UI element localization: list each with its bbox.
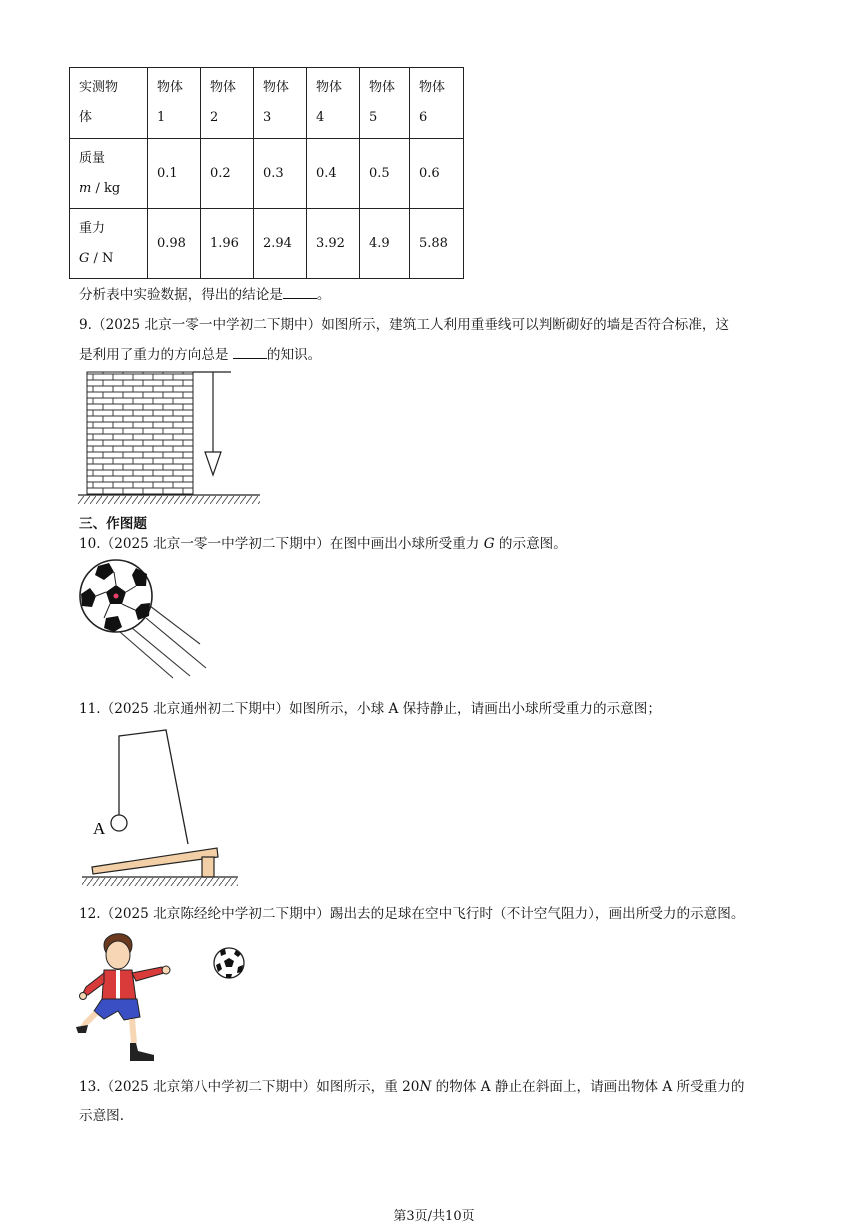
table-cell: 5.88 — [410, 209, 464, 279]
table-cell: 0.6 — [410, 139, 464, 209]
header-text: 物体 — [157, 80, 184, 95]
table-header-cell — [254, 68, 307, 139]
q9-line2 — [79, 343, 321, 363]
header-text: 6 — [419, 110, 428, 125]
q13-text-end: 的物体 A 静止在斜面上，请画出物体 A 所受重力的 — [431, 1079, 745, 1095]
brick-wall-figure — [78, 368, 268, 508]
q9-line1: 9.（2025 北京一零一中学初二下期中）如图所示，建筑工人利用重垂线可以判断砌好的墙是否符合标准，这 — [79, 317, 730, 333]
small-soccer-ball — [214, 948, 244, 978]
soccer-ball-figure — [78, 558, 213, 683]
header-text: 1 — [157, 110, 166, 125]
kicking-boy-figure — [74, 925, 254, 1065]
table-row-mass — [70, 139, 464, 209]
q8-text-end: 。 — [316, 287, 331, 303]
table-cell: 0.5 — [360, 139, 410, 209]
q8-conclusion-line — [79, 283, 331, 303]
header-text: 体 — [79, 110, 93, 125]
header-text: 5 — [369, 110, 378, 125]
row-label-unit: / N — [89, 250, 114, 266]
header-text: 物体 — [316, 80, 343, 95]
q10-line — [79, 532, 567, 552]
header-text: 4 — [316, 110, 325, 125]
table-header-cell — [360, 68, 410, 139]
q10-text: 10.（2025 北京一零一中学初二下期中）在图中画出小球所受重力 — [79, 536, 484, 552]
q10-var: G — [483, 536, 495, 552]
table-header-cell — [201, 68, 254, 139]
ground-hatch — [78, 496, 260, 504]
q13-unit: N — [419, 1079, 432, 1095]
header-text: 物体 — [210, 80, 237, 95]
boy — [76, 934, 170, 1061]
table-cell: 0.98 — [148, 209, 201, 279]
table-cell: 0.2 — [201, 139, 254, 209]
table-cell: 3.92 — [307, 209, 360, 279]
header-text: 物体 — [369, 80, 396, 95]
brick-wall — [87, 372, 193, 494]
q9-text: 是利用了重力的方向总是 — [79, 347, 233, 363]
q13-text: 13.（2025 北京第八中学初二下期中）如图所示，重 — [79, 1079, 403, 1095]
table-header-cell — [410, 68, 464, 139]
row-label-text: 质量 — [79, 150, 106, 166]
pendulum-figure — [78, 722, 243, 887]
ball-A — [111, 815, 127, 831]
table-header-row — [70, 68, 464, 139]
table-cell: 1.96 — [201, 209, 254, 279]
q13-line2: 示意图. — [79, 1108, 125, 1124]
table-header-cell — [148, 68, 201, 139]
table-cell: 0.1 — [148, 139, 201, 209]
header-text: 物体 — [419, 80, 446, 95]
label-A: A — [93, 819, 106, 838]
table-cell: 0.4 — [307, 139, 360, 209]
row-label-unit: / kg — [91, 180, 121, 196]
q10-text-end: 的示意图。 — [494, 536, 567, 552]
section-title: 三、作图题 — [79, 516, 147, 532]
table-row-label — [70, 139, 148, 209]
incline-plank — [92, 848, 218, 874]
soccer-ball — [80, 560, 152, 632]
table-cell: 4.9 — [360, 209, 410, 279]
q12-line: 12.（2025 北京陈经纶中学初二下期中）踢出去的足球在空中飞行时（不计空气阻力），画出所受力的示意图。 — [79, 906, 745, 922]
page-footer: 第3页/共10页 — [393, 1209, 475, 1224]
table-header-cell — [307, 68, 360, 139]
table-row-weight — [70, 209, 464, 279]
ground-hatch — [82, 878, 238, 886]
plumb-bob — [205, 452, 221, 475]
center-dot — [114, 594, 119, 599]
q13-line1 — [79, 1075, 744, 1095]
header-text: 物体 — [263, 80, 290, 95]
incline-support — [202, 857, 214, 877]
q8-text: 分析表中实验数据，得出的结论是 — [79, 287, 283, 303]
q11-line: 11.（2025 北京通州初二下期中）如图所示，小球 A 保持静止，请画出小球所受重力的示意图； — [79, 701, 661, 717]
support-stand — [119, 730, 188, 844]
q13-weight: 20 — [402, 1079, 420, 1095]
row-label-var: m — [79, 180, 92, 196]
row-label-text: 重力 — [79, 220, 106, 236]
header-text: 2 — [210, 110, 219, 125]
answer-blank[interactable] — [283, 284, 317, 299]
table-cell: 0.3 — [254, 139, 307, 209]
row-label-var: G — [79, 250, 90, 266]
table-header-cell — [70, 68, 148, 139]
header-text: 3 — [263, 110, 272, 125]
answer-blank[interactable] — [233, 344, 267, 359]
header-text: 实测物 — [79, 80, 119, 95]
data-table — [69, 67, 464, 279]
table-row-label — [70, 209, 148, 279]
q9-text-end: 的知识。 — [266, 347, 322, 363]
table-cell: 2.94 — [254, 209, 307, 279]
